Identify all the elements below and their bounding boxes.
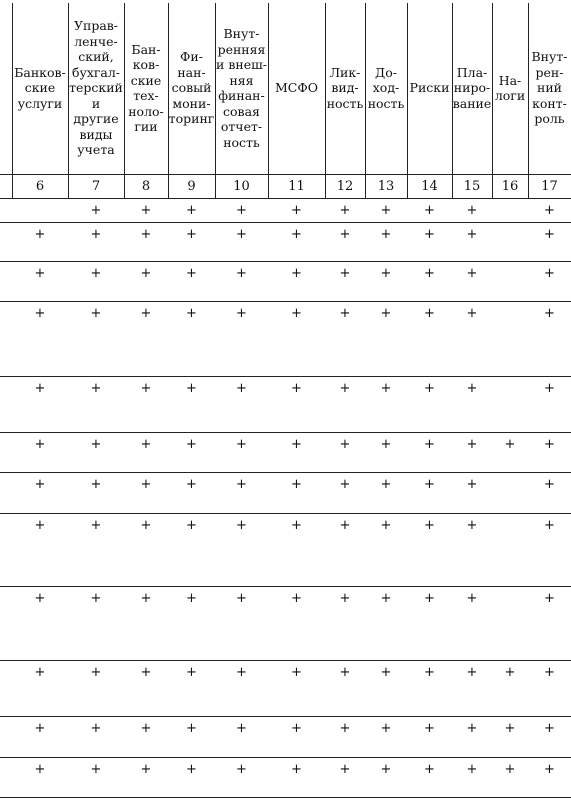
plus-mark: + <box>339 665 351 680</box>
plus-mark: + <box>339 306 351 321</box>
plus-mark: + <box>34 381 46 396</box>
plus-mark: + <box>544 266 555 281</box>
plus-mark: + <box>236 266 247 281</box>
plus-mark: + <box>90 762 102 777</box>
plus-mark: + <box>424 381 435 396</box>
plus-mark: + <box>380 477 392 492</box>
plus-mark: + <box>34 437 46 452</box>
plus-mark: + <box>90 518 102 533</box>
plus-mark: + <box>339 203 351 218</box>
plus-mark: + <box>291 665 302 680</box>
plus-mark: + <box>504 665 516 680</box>
column-number: 6 <box>35 178 45 194</box>
plus-mark: + <box>466 437 478 452</box>
row-rule <box>0 472 571 473</box>
plus-mark: + <box>544 721 555 736</box>
plus-mark: + <box>90 266 102 281</box>
plus-mark: + <box>339 266 351 281</box>
column-header: Бан- ков- ские тех- ноло- гии <box>128 41 164 134</box>
plus-mark: + <box>466 381 478 396</box>
plus-mark: + <box>544 665 555 680</box>
plus-mark: + <box>424 762 435 777</box>
plus-mark: + <box>424 227 435 242</box>
plus-mark: + <box>236 665 247 680</box>
plus-mark: + <box>466 477 478 492</box>
column-header: Внут- ренняя и внеш- няя финан- совая отчет- ность <box>216 26 267 150</box>
column-header: МСФО <box>275 80 318 96</box>
plus-mark: + <box>186 203 197 218</box>
plus-mark: + <box>424 591 435 606</box>
plus-mark: + <box>186 381 197 396</box>
plus-mark: + <box>236 306 247 321</box>
plus-mark: + <box>424 306 435 321</box>
plus-mark: + <box>186 306 197 321</box>
plus-mark: + <box>291 306 302 321</box>
plus-mark: + <box>186 518 197 533</box>
plus-mark: + <box>236 762 247 777</box>
plus-mark: + <box>504 762 516 777</box>
row-rule <box>0 222 571 223</box>
plus-mark: + <box>140 437 152 452</box>
column-header: Внут- рен- ний конт- роль <box>531 49 568 127</box>
plus-mark: + <box>236 477 247 492</box>
plus-mark: + <box>140 203 152 218</box>
plus-mark: + <box>90 721 102 736</box>
plus-mark: + <box>140 721 152 736</box>
column-header: На- логи <box>494 72 526 103</box>
plus-mark: + <box>236 203 247 218</box>
plus-mark: + <box>291 203 302 218</box>
plus-mark: + <box>140 381 152 396</box>
plus-mark: + <box>90 591 102 606</box>
column-number: 10 <box>233 178 250 194</box>
plus-mark: + <box>140 591 152 606</box>
column-header: Управ- ленче- ский, бухгал- терский и другие виды учета <box>69 18 123 158</box>
row-rule <box>0 301 571 302</box>
plus-mark: + <box>380 518 392 533</box>
plus-mark: + <box>140 266 152 281</box>
plus-mark: + <box>380 591 392 606</box>
column-header: Лик- вид- ность <box>326 64 364 111</box>
plus-mark: + <box>466 721 478 736</box>
plus-mark: + <box>424 721 435 736</box>
plus-mark: + <box>90 665 102 680</box>
plus-mark: + <box>34 591 46 606</box>
row-rule <box>0 757 571 758</box>
plus-mark: + <box>544 381 555 396</box>
row-rule <box>0 716 571 717</box>
plus-mark: + <box>34 306 46 321</box>
plus-mark: + <box>34 477 46 492</box>
plus-mark: + <box>186 665 197 680</box>
plus-mark: + <box>34 227 46 242</box>
plus-mark: + <box>424 477 435 492</box>
plus-mark: + <box>186 591 197 606</box>
column-number: 11 <box>288 178 305 194</box>
plus-mark: + <box>236 518 247 533</box>
row-rule <box>0 198 571 199</box>
plus-mark: + <box>339 518 351 533</box>
plus-mark: + <box>544 227 555 242</box>
plus-mark: + <box>339 477 351 492</box>
plus-mark: + <box>380 381 392 396</box>
plus-mark: + <box>380 227 392 242</box>
plus-mark: + <box>291 381 302 396</box>
plus-mark: + <box>34 762 46 777</box>
plus-mark: + <box>186 227 197 242</box>
plus-mark: + <box>291 591 302 606</box>
plus-mark: + <box>544 518 555 533</box>
plus-mark: + <box>34 665 46 680</box>
plus-mark: + <box>544 203 555 218</box>
plus-mark: + <box>186 762 197 777</box>
row-rule <box>0 513 571 514</box>
plus-mark: + <box>34 266 46 281</box>
plus-mark: + <box>544 591 555 606</box>
column-number: 16 <box>501 178 519 194</box>
plus-mark: + <box>339 381 351 396</box>
plus-mark: + <box>380 437 392 452</box>
plus-mark: + <box>466 591 478 606</box>
plus-mark: + <box>34 721 46 736</box>
plus-mark: + <box>236 227 247 242</box>
plus-mark: + <box>339 591 351 606</box>
plus-mark: + <box>544 477 555 492</box>
plus-mark: + <box>380 306 392 321</box>
plus-mark: + <box>380 762 392 777</box>
plus-mark: + <box>236 591 247 606</box>
column-number: 15 <box>463 178 481 194</box>
column-number: 9 <box>187 178 196 194</box>
column-number: 12 <box>336 178 354 194</box>
plus-mark: + <box>186 721 197 736</box>
plus-mark: + <box>424 203 435 218</box>
plus-mark: + <box>140 762 152 777</box>
plus-mark: + <box>424 518 435 533</box>
plus-mark: + <box>90 381 102 396</box>
plus-mark: + <box>380 665 392 680</box>
column-number: 17 <box>541 178 558 194</box>
plus-mark: + <box>140 665 152 680</box>
column-header: Риски <box>409 80 450 96</box>
plus-mark: + <box>140 518 152 533</box>
plus-mark: + <box>291 227 302 242</box>
plus-mark: + <box>90 437 102 452</box>
column-header: Фи- нан- совый мони- торинг <box>168 49 215 127</box>
plus-mark: + <box>339 721 351 736</box>
plus-mark: + <box>186 437 197 452</box>
plus-mark: + <box>90 306 102 321</box>
row-rule <box>0 261 571 262</box>
plus-mark: + <box>466 227 478 242</box>
plus-mark: + <box>544 762 555 777</box>
plus-mark: + <box>291 477 302 492</box>
plus-mark: + <box>339 762 351 777</box>
plus-mark: + <box>34 518 46 533</box>
plus-mark: + <box>291 762 302 777</box>
plus-mark: + <box>140 306 152 321</box>
plus-mark: + <box>291 266 302 281</box>
plus-mark: + <box>90 477 102 492</box>
row-rule <box>0 432 571 433</box>
plus-mark: + <box>380 203 392 218</box>
plus-mark: + <box>466 266 478 281</box>
column-number: 7 <box>91 178 101 194</box>
plus-mark: + <box>380 266 392 281</box>
plus-mark: + <box>140 477 152 492</box>
plus-mark: + <box>186 266 197 281</box>
column-number: 13 <box>377 178 395 194</box>
plus-mark: + <box>90 203 102 218</box>
column-number: 14 <box>421 178 438 194</box>
plus-mark: + <box>466 762 478 777</box>
column-header: Банков- ские услуги <box>14 64 66 111</box>
plus-mark: + <box>291 437 302 452</box>
plus-mark: + <box>504 721 516 736</box>
plus-mark: + <box>90 227 102 242</box>
plus-mark: + <box>424 665 435 680</box>
plus-mark: + <box>466 665 478 680</box>
plus-mark: + <box>424 266 435 281</box>
plus-mark: + <box>424 437 435 452</box>
plus-mark: + <box>236 381 247 396</box>
plus-mark: + <box>140 227 152 242</box>
plus-mark: + <box>466 306 478 321</box>
plus-mark: + <box>236 721 247 736</box>
row-rule <box>0 660 571 661</box>
plus-mark: + <box>291 518 302 533</box>
row-rule <box>0 586 571 587</box>
row-rule <box>0 376 571 377</box>
column-header: До- ход- ность <box>367 64 405 111</box>
plus-mark: + <box>380 721 392 736</box>
column-header: Пла- ниро- вание <box>452 64 492 111</box>
plus-mark: + <box>544 437 555 452</box>
plus-mark: + <box>186 477 197 492</box>
row-rule <box>0 797 571 798</box>
plus-mark: + <box>339 437 351 452</box>
plus-mark: + <box>466 203 478 218</box>
column-number: 8 <box>141 178 151 194</box>
plus-mark: + <box>291 721 302 736</box>
plus-mark: + <box>236 437 247 452</box>
plus-mark: + <box>504 437 516 452</box>
plus-mark: + <box>544 306 555 321</box>
plus-mark: + <box>466 518 478 533</box>
plus-mark: + <box>339 227 351 242</box>
